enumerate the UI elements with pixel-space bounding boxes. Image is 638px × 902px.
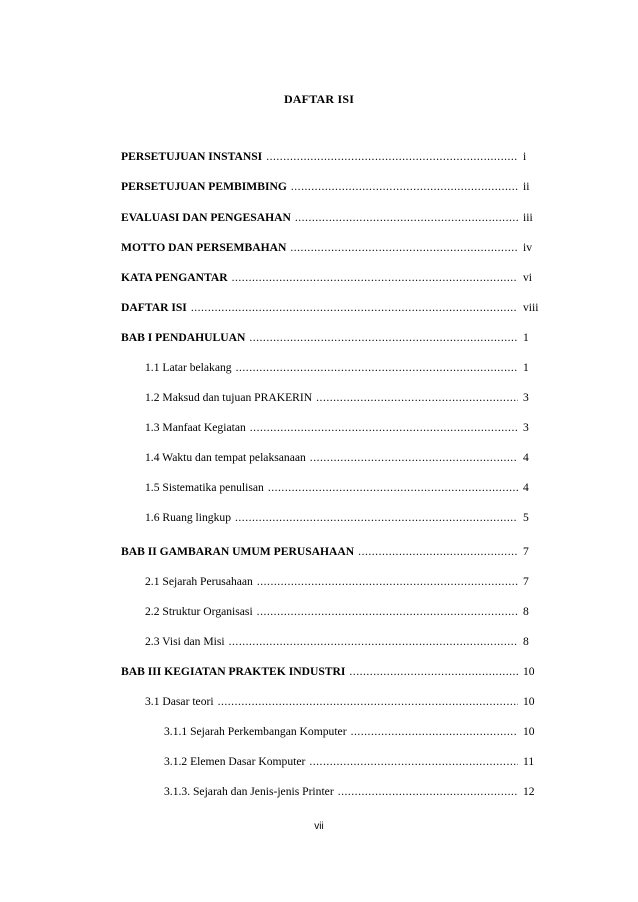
- toc-entry: [145, 360, 638, 376]
- toc-entry-page: iv: [523, 241, 533, 254]
- toc-leader-dots: [268, 480, 518, 496]
- toc-entry-page: 4: [523, 451, 529, 464]
- toc-entry-page: 3: [523, 391, 529, 404]
- toc-entry-label: 1.3 Manfaat Kegiatan: [145, 421, 246, 434]
- toc-entry-label: PERSETUJUAN PEMBIMBING: [121, 180, 287, 193]
- toc-entry: [121, 270, 638, 286]
- toc-leader-dots: [257, 574, 518, 590]
- toc-entry-label: DAFTAR ISI: [121, 301, 187, 314]
- toc-entry-page: 11: [523, 755, 535, 768]
- toc-entry: [145, 390, 638, 406]
- toc-entry-label: EVALUASI DAN PENGESAHAN: [121, 211, 291, 224]
- page-title: DAFTAR ISI: [283, 92, 355, 106]
- toc-leader-dots: [250, 420, 518, 436]
- toc-entry-page: 8: [523, 605, 529, 618]
- toc-entry-page: vi: [523, 271, 533, 284]
- toc-leader-dots: [257, 604, 518, 620]
- toc-leader-dots: [232, 270, 518, 286]
- toc-entry: [145, 694, 638, 710]
- toc-entry-page: 10: [523, 725, 535, 738]
- toc-entry-page: iii: [523, 211, 533, 224]
- toc-entry-page: 1: [523, 331, 529, 344]
- toc-entry: [164, 784, 638, 800]
- toc-entry: [145, 634, 638, 650]
- toc-entry-label: 1.4 Waktu dan tempat pelaksanaan: [145, 451, 306, 464]
- toc-leader-dots: [191, 300, 518, 316]
- toc-entry-page: 1: [523, 361, 529, 374]
- toc-entry-label: 2.2 Struktur Organisasi: [145, 605, 253, 618]
- toc-leader-dots: [266, 149, 518, 165]
- toc-leader-dots: [358, 544, 518, 560]
- toc-entry-page: ii: [523, 180, 530, 193]
- toc-entry: [121, 544, 638, 560]
- toc-entry-label: 1.6 Ruang lingkup: [145, 511, 231, 524]
- toc-entry-label: 3.1 Dasar teori: [145, 695, 214, 708]
- toc-leader-dots: [310, 450, 518, 466]
- toc-leader-dots: [338, 784, 518, 800]
- toc-leader-dots: [351, 724, 518, 740]
- toc-entry: [145, 420, 638, 436]
- toc-entry-label: 3.1.3. Sejarah dan Jenis-jenis Printer: [164, 785, 334, 798]
- toc-entry-label: 1.1 Latar belakang: [145, 361, 232, 374]
- toc-entry: [121, 664, 638, 680]
- toc-entry-page: 10: [523, 665, 535, 678]
- toc-leader-dots: [249, 330, 518, 346]
- toc-entry-label: 1.5 Sistematika penulisan: [145, 481, 264, 494]
- toc-entry: [145, 480, 638, 496]
- toc-entry-label: KATA PENGANTAR: [121, 271, 228, 284]
- toc-leader-dots: [349, 664, 518, 680]
- toc-entry: [121, 240, 638, 256]
- toc-entry: [121, 300, 638, 316]
- toc-entry-label: 2.1 Sejarah Perusahaan: [145, 575, 253, 588]
- toc-entry-page: i: [523, 150, 527, 163]
- toc-entry-page: 7: [523, 545, 529, 558]
- toc-leader-dots: [295, 210, 518, 226]
- toc-entry: [145, 510, 638, 526]
- toc-entry-page: viii: [523, 301, 539, 314]
- toc-leader-dots: [218, 694, 518, 710]
- toc-entry: [121, 149, 638, 165]
- toc-entry-label: 2.3 Visi dan Misi: [145, 635, 225, 648]
- toc-entry-page: 10: [523, 695, 535, 708]
- toc-entry-label: PERSETUJUAN INSTANSI: [121, 150, 263, 163]
- toc-leader-dots: [290, 240, 518, 256]
- toc-leader-dots: [235, 510, 518, 526]
- toc-entry-label: 3.1.2 Elemen Dasar Komputer: [164, 755, 306, 768]
- toc-entry: [164, 724, 638, 740]
- toc-entry-page: 7: [523, 575, 529, 588]
- toc-entry-page: 12: [523, 785, 535, 798]
- toc-entry: [121, 210, 638, 226]
- toc-entry-label: MOTTO DAN PERSEMBAHAN: [121, 241, 287, 254]
- toc-entry-label: 3.1.1 Sejarah Perkembangan Komputer: [164, 725, 347, 738]
- toc-entry: [121, 179, 638, 195]
- toc-entry-label: BAB III KEGIATAN PRAKTEK INDUSTRI: [121, 665, 346, 678]
- toc-entry-label: BAB I PENDAHULUAN: [121, 331, 246, 344]
- toc-entry: [145, 604, 638, 620]
- toc-entry: [121, 330, 638, 346]
- toc-entry-page: 5: [523, 511, 529, 524]
- toc-entry-label: 1.2 Maksud dan tujuan PRAKERIN: [145, 391, 313, 404]
- toc-leader-dots: [316, 390, 518, 406]
- toc-leader-dots: [229, 634, 518, 650]
- toc-entry: [145, 450, 638, 466]
- toc-leader-dots: [236, 360, 518, 376]
- toc-leader-dots: [309, 754, 518, 770]
- toc-entry-label: BAB II GAMBARAN UMUM PERUSAHAAN: [121, 545, 355, 558]
- toc-entry-page: 4: [523, 481, 529, 494]
- toc-leader-dots: [291, 179, 518, 195]
- page-number: vii: [314, 821, 324, 832]
- toc-entry-page: 3: [523, 421, 529, 434]
- toc-entry-page: 8: [523, 635, 529, 648]
- toc-entry: [145, 574, 638, 590]
- toc-entry: [164, 754, 638, 770]
